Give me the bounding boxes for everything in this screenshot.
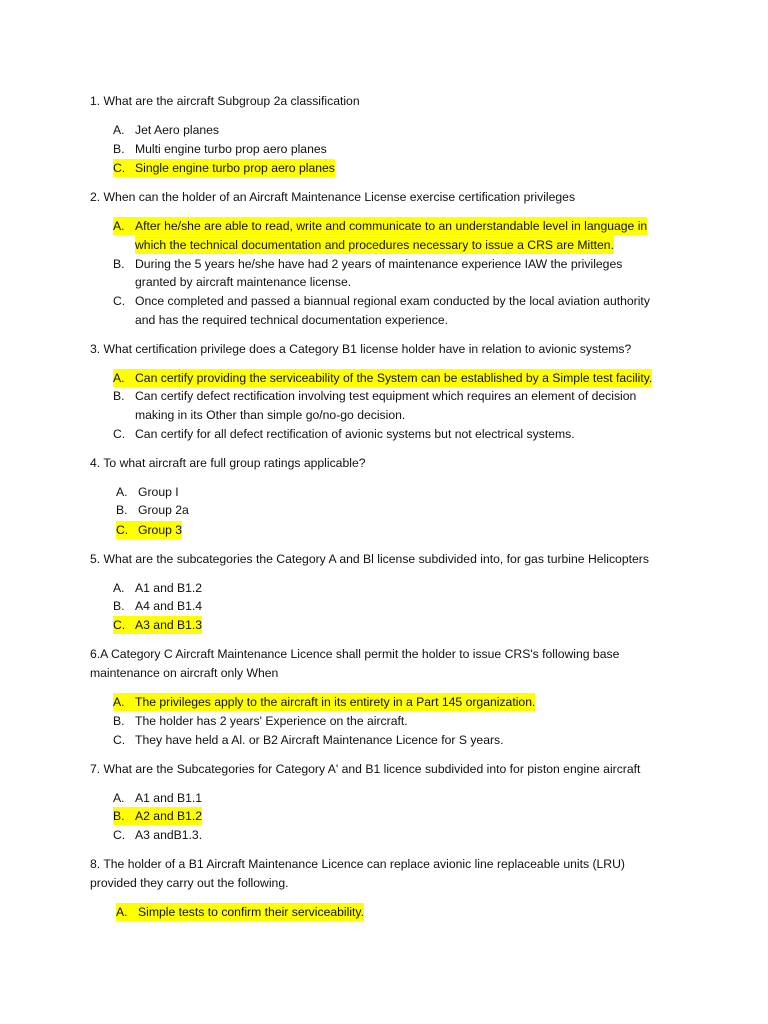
option-text: granted by aircraft maintenance license.	[135, 275, 352, 289]
option-letter: C.	[113, 159, 135, 177]
question-3: 3. What certification privilege does a Category B1 license holder have in relation to avionic systems?	[90, 342, 632, 356]
option-letter: B.	[113, 714, 125, 728]
option-text: A3 andB1.3.	[135, 828, 203, 842]
option-letter: A.	[113, 693, 135, 711]
option-letter: B.	[113, 257, 125, 271]
option-letter: C.	[113, 828, 126, 842]
option-text-highlighted: which the technical documentation and procedures necessary to issue a CRS are Mitten.	[135, 238, 614, 252]
option-letter: A.	[113, 123, 125, 137]
option-text: Once completed and passed a biannual regional exam conducted by the local aviation authority	[135, 294, 650, 308]
question-2: 2. When can the holder of an Aircraft Maintenance License exercise certification privileges	[90, 190, 576, 204]
option-text-highlighted: Can certify providing the serviceability of the System can be established by a Simple test facility.	[135, 371, 653, 385]
option-letter: A.	[113, 217, 135, 235]
option-text-highlighted: After he/she are able to read, write and communicate to an understandable level in language in	[135, 219, 648, 233]
option-text: making in its Other than simple go/no-go decision.	[135, 408, 406, 422]
option-letter: A.	[113, 581, 125, 595]
option-letter: B.	[113, 389, 125, 403]
option-letter: B.	[113, 807, 135, 825]
option-letter: A.	[113, 369, 135, 387]
option-letter: C.	[113, 733, 126, 747]
option-letter: C.	[113, 427, 126, 441]
option-text: The holder has 2 years' Experience on the aircraft.	[135, 714, 408, 728]
option-text: A4 and B1.4	[135, 599, 203, 613]
option-text: Multi engine turbo prop aero planes	[135, 142, 327, 156]
option-text: A1 and B1.1	[135, 791, 203, 805]
option-text-highlighted: A2 and B1.2	[135, 809, 203, 823]
question-7: 7. What are the Subcategories for Category A' and B1 licence subdivided into for piston engine aircraft	[90, 762, 641, 776]
option-letter: B.	[113, 599, 125, 613]
question-8-line1: 8. The holder of a B1 Aircraft Maintenance Licence can replace avionic line replaceable units (LRU)	[90, 857, 625, 871]
option-text: Group 2a	[138, 503, 189, 517]
option-text: A1 and B1.2	[135, 581, 203, 595]
option-text-highlighted: Group 3	[138, 523, 183, 537]
question-6-line2: maintenance on aircraft only When	[90, 666, 279, 680]
option-text: Can certify defect rectification involving test equipment which requires an element of decision	[135, 389, 637, 403]
option-text: During the 5 years he/she have had 2 years of maintenance experience IAW the privileges	[135, 257, 623, 271]
option-text: Can certify for all defect rectification of avionic systems but not electrical systems.	[135, 427, 575, 441]
question-4: 4. To what aircraft are full group ratings applicable?	[90, 456, 366, 470]
option-letter: B.	[113, 142, 125, 156]
option-letter: A.	[116, 485, 128, 499]
option-letter: A.	[116, 903, 138, 921]
question-8-line2: provided they carry out the following.	[90, 876, 289, 890]
option-letter: B.	[116, 503, 128, 517]
option-text: They have held a Al. or B2 Aircraft Maintenance Licence for S years.	[135, 733, 504, 747]
option-text-highlighted: Simple tests to confirm their serviceability.	[138, 905, 364, 919]
option-letter: C.	[113, 294, 126, 308]
option-text: Group I	[138, 485, 179, 499]
option-letter: A.	[113, 791, 125, 805]
question-6-line1: 6.A Category C Aircraft Maintenance Licence shall permit the holder to issue CRS's following base	[90, 647, 620, 661]
question-1: 1. What are the aircraft Subgroup 2a classification	[90, 94, 360, 108]
option-text-highlighted: The privileges apply to the aircraft in its entirety in a Part 145 organization.	[135, 695, 536, 709]
option-text-highlighted: A3 and B1.3	[135, 618, 203, 632]
option-text: and has the required technical documentation experience.	[135, 313, 449, 327]
option-letter: C.	[116, 521, 138, 539]
question-5: 5. What are the subcategories the Category A and Bl license subdivided into, for gas turbine Helicopters	[90, 552, 649, 566]
option-text-highlighted: Single engine turbo prop aero planes	[135, 161, 335, 175]
option-letter: C.	[113, 616, 135, 634]
option-text: Jet Aero planes	[135, 123, 220, 137]
